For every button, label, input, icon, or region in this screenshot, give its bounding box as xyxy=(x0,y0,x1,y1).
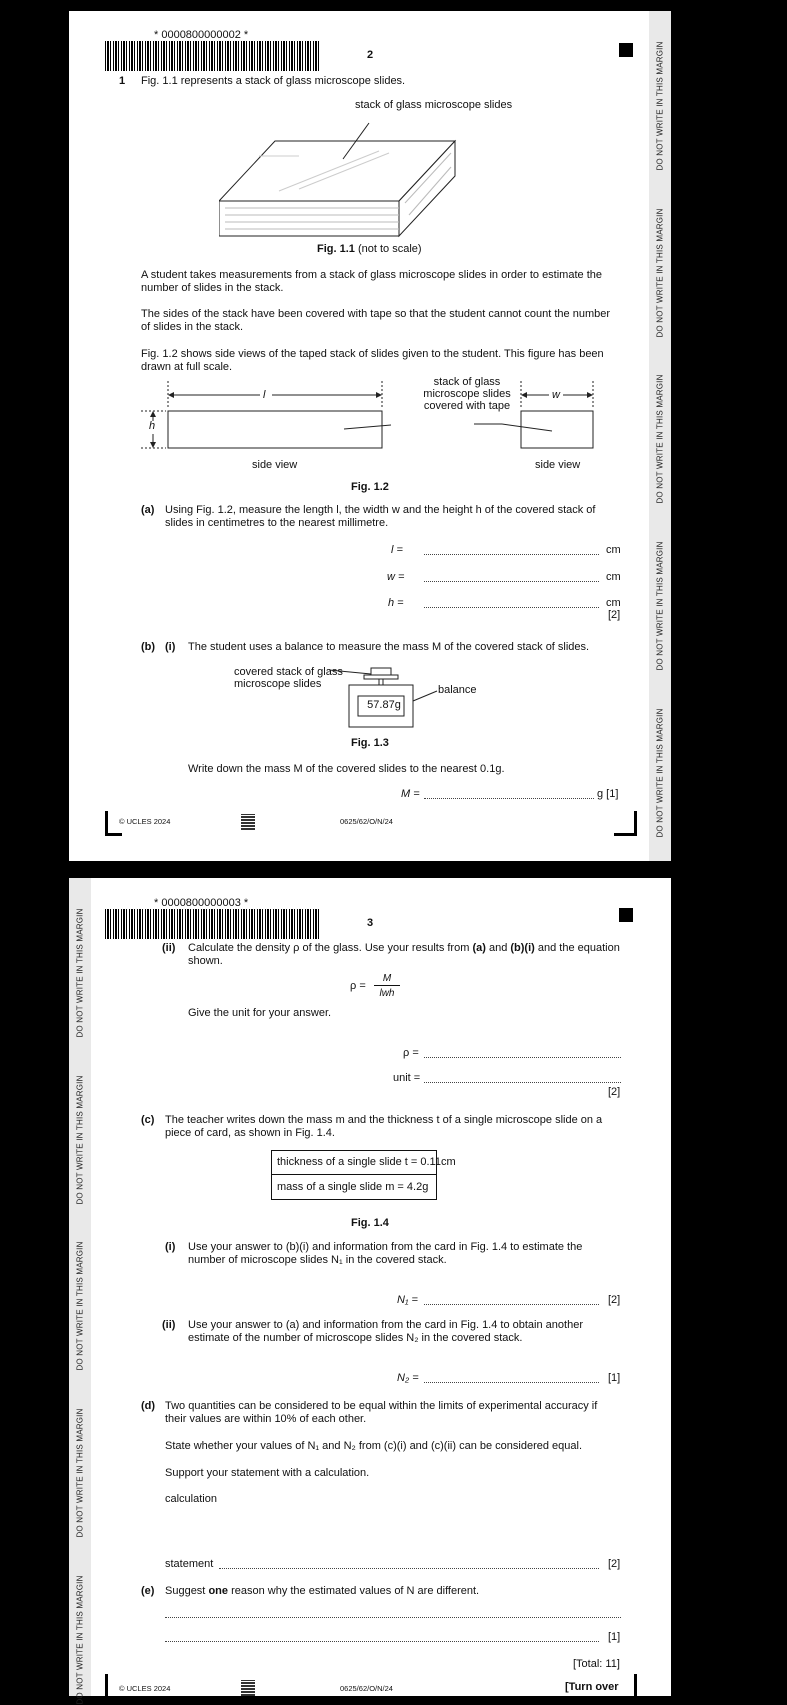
marks: [1] xyxy=(608,1372,621,1384)
answer-line-e[interactable] xyxy=(165,1617,621,1618)
equation-numerator: M xyxy=(382,973,392,984)
fig12-length-label: l xyxy=(263,389,266,401)
info-card xyxy=(271,1150,456,1200)
part-cii-text: Use your answer to (a) and information from the card in Fig. 1.4 to obtain another estimate of the number of microscope slides N₂ in the covered stack. xyxy=(188,1319,583,1344)
statement-label: statement xyxy=(165,1558,214,1570)
fig11-caption: Fig. 1.1 (not to scale) xyxy=(317,243,422,255)
qr-code xyxy=(241,814,255,830)
part-label: (c) xyxy=(141,1114,155,1126)
part-label: (e) xyxy=(141,1585,155,1597)
part-ci-text: Use your answer to (b)(i) and information from the card in Fig. 1.4 to estimate the number of microscope slides N₁ in the covered stack. xyxy=(188,1241,583,1266)
fig11-label: stack of glass microscope slides xyxy=(355,99,513,111)
part-d-support: Support your statement with a calculation. xyxy=(165,1467,370,1479)
marks: [2] xyxy=(608,1086,621,1098)
fig12-label: covered with tape xyxy=(423,400,511,412)
question-number: 1 xyxy=(119,75,126,87)
exam-page-2 xyxy=(69,11,671,861)
answer-line-l[interactable] xyxy=(424,554,599,555)
unit-label: cm xyxy=(606,571,621,583)
fig12-label: stack of glass xyxy=(433,376,501,388)
barcode-number: * 0000800000002 * xyxy=(154,29,249,41)
fig14-caption: Fig. 1.4 xyxy=(351,1217,389,1229)
footer-code: 0625/62/O/N/24 xyxy=(340,1684,393,1693)
fig12-side-view-label: side view xyxy=(252,459,298,471)
equation-denominator: lwh xyxy=(379,988,395,999)
fig13-caption: Fig. 1.3 xyxy=(351,737,389,749)
part-a-text: Using Fig. 1.2, measure the length l, the width w and the height h of the covered stack of slides in centimetres to the nearest millimetre. xyxy=(165,504,596,529)
part-label: (i) xyxy=(165,641,176,653)
calculation-label: calculation xyxy=(165,1493,217,1505)
margin-warning: DO NOT WRITE IN THIS MARGIN xyxy=(655,41,665,171)
answer-label-rho: ρ = xyxy=(403,1047,419,1059)
answer-label-N1: N₁ = xyxy=(397,1294,418,1306)
qr-code xyxy=(241,1680,255,1696)
margin-warning: DO NOT WRITE IN THIS MARGIN xyxy=(75,1075,85,1205)
registration-mark xyxy=(619,43,633,57)
footer-copyright: © UCLES 2024 xyxy=(119,1684,171,1693)
fig12-height-label: h xyxy=(149,420,156,432)
marks: [2] xyxy=(608,609,621,621)
fig12-side-views-drawing xyxy=(139,381,619,456)
margin-warning: DO NOT WRITE IN THIS MARGIN xyxy=(75,908,85,1038)
barcode-number: * 0000800000003 * xyxy=(154,897,249,909)
barcode xyxy=(105,909,319,939)
part-label: (ii) xyxy=(162,942,176,954)
answer-line-M[interactable] xyxy=(424,798,594,799)
answer-label-unit: unit = xyxy=(393,1072,421,1084)
answer-line-N1[interactable] xyxy=(424,1304,599,1305)
answer-line-statement[interactable] xyxy=(219,1568,599,1569)
registration-mark xyxy=(619,908,633,922)
calculation-area[interactable] xyxy=(165,1510,621,1550)
answer-label-h: h = xyxy=(388,597,404,609)
part-c-text: The teacher writes down the mass m and the thickness t of a single microscope slide on a piece of card, as shown in Fig. 1.4. xyxy=(165,1114,603,1139)
page-number: 2 xyxy=(367,49,374,61)
answer-line-w[interactable] xyxy=(424,581,599,582)
density-equation-lhs: ρ = xyxy=(350,980,366,992)
unit-instruction: Give the unit for your answer. xyxy=(188,1007,332,1019)
fig13-balance-label: balance xyxy=(438,684,477,696)
part-label: (d) xyxy=(141,1400,156,1412)
answer-line-e[interactable] xyxy=(165,1641,599,1642)
marks: [2] xyxy=(608,1294,621,1306)
marks: [1] xyxy=(608,1631,621,1643)
bi-instruction: Write down the mass M of the covered slides to the nearest 0.1g. xyxy=(188,763,505,775)
unit-label: cm xyxy=(606,597,621,609)
margin-warning: DO NOT WRITE IN THIS MARGIN xyxy=(75,1408,85,1538)
fig12-label: microscope slides xyxy=(423,388,511,400)
part-label: (i) xyxy=(165,1241,176,1253)
marks: g [1] xyxy=(597,788,619,800)
page-number: 3 xyxy=(367,917,374,929)
marks: [2] xyxy=(608,1558,621,1570)
corner-mark xyxy=(614,811,637,836)
paragraph: A student takes measurements from a stack of glass microscope slides in order to estimate the number of slides in the stack. xyxy=(141,269,602,294)
balance-reading: 57.87g xyxy=(367,699,401,711)
fig12-caption: Fig. 1.2 xyxy=(351,481,389,493)
question-intro: Fig. 1.1 represents a stack of glass microscope slides. xyxy=(141,75,406,87)
footer-copyright: © UCLES 2024 xyxy=(119,817,171,826)
turn-over: [Turn over xyxy=(565,1681,619,1693)
card-line-mass: mass of a single slide m = 4.2g xyxy=(277,1181,429,1193)
corner-mark xyxy=(619,1674,637,1696)
margin-warning: DO NOT WRITE IN THIS MARGIN xyxy=(75,1575,85,1705)
exam-page-3 xyxy=(69,878,671,1705)
paragraph: Fig. 1.2 shows side views of the taped stack of slides given to the student. This figure has been drawn at full scale. xyxy=(141,348,604,373)
part-e-text: Suggest one reason why the estimated values of N are different. xyxy=(165,1585,480,1597)
answer-label-w: w = xyxy=(387,571,405,583)
unit-label: cm xyxy=(606,544,621,556)
footer-code: 0625/62/O/N/24 xyxy=(340,817,393,826)
answer-line-N2[interactable] xyxy=(424,1382,599,1383)
margin-warning: DO NOT WRITE IN THIS MARGIN xyxy=(655,541,665,671)
part-label: (ii) xyxy=(162,1319,176,1331)
margin-warning: DO NOT WRITE IN THIS MARGIN xyxy=(655,208,665,338)
answer-label-M: M = xyxy=(401,788,420,800)
margin-warning: DO NOT WRITE IN THIS MARGIN xyxy=(655,708,665,838)
part-label: (a) xyxy=(141,504,155,516)
answer-label-l: l = xyxy=(391,544,403,556)
barcode xyxy=(105,41,319,71)
fig12-width-label: w xyxy=(552,389,560,401)
part-d-text: Two quantities can be considered to be equal within the limits of experimental accuracy if their values are within 10% of each other. xyxy=(165,1400,598,1425)
answer-line-h[interactable] xyxy=(424,607,599,608)
fig13-label: microscope slides xyxy=(234,678,322,690)
margin-warning: DO NOT WRITE IN THIS MARGIN xyxy=(655,374,665,504)
answer-line-unit[interactable] xyxy=(424,1082,621,1083)
part-label: (b) xyxy=(141,641,156,653)
margin-warning: DO NOT WRITE IN THIS MARGIN xyxy=(75,1241,85,1371)
fig13-label: covered stack of glass xyxy=(234,666,343,678)
part-d-state: State whether your values of N₁ and N₂ from (c)(i) and (c)(ii) can be considered equal. xyxy=(165,1440,582,1452)
total-marks: [Total: 11] xyxy=(573,1658,620,1670)
fig11-slide-stack-drawing xyxy=(219,111,459,241)
answer-label-N2: N₂ = xyxy=(397,1372,419,1384)
paragraph: The sides of the stack have been covered with tape so that the student cannot count the number of slides in the stack. xyxy=(141,308,611,333)
fig12-side-view-label: side view xyxy=(535,459,581,471)
card-line-thickness: thickness of a single slide t = 0.11cm xyxy=(277,1156,456,1168)
answer-line-rho[interactable] xyxy=(424,1057,621,1058)
part-bii-text: Calculate the density ρ of the glass. Use your results from (a) and (b)(i) and the equation shown. xyxy=(188,942,620,967)
part-bi-text: The student uses a balance to measure the mass M of the covered stack of slides. xyxy=(188,641,590,653)
fraction-bar xyxy=(374,985,400,986)
